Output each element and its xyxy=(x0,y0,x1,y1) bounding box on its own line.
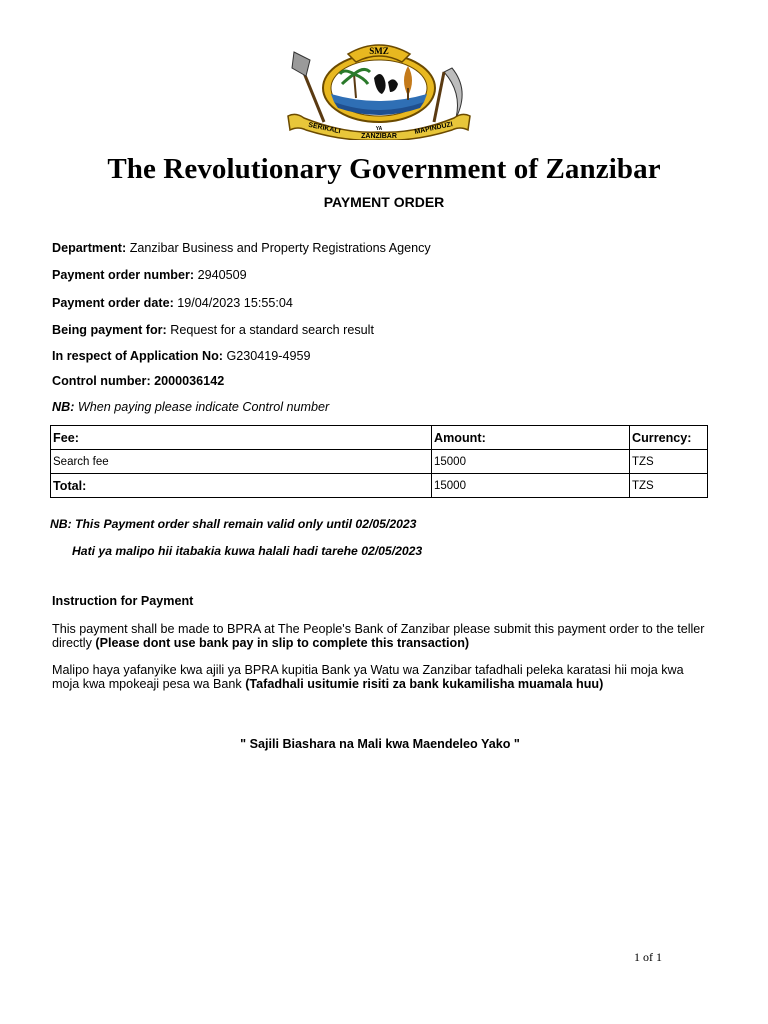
validity-note-swahili: Hati ya malipo hii itabakia kuwa halali hadi tarehe 02/05/2023 xyxy=(72,544,423,558)
fee-table-header xyxy=(51,426,708,450)
fee-name-cell: Search fee xyxy=(51,450,432,474)
emblem-ribbon-left: SERIKALI xyxy=(307,121,342,136)
document-subtitle: PAYMENT ORDER xyxy=(323,194,445,210)
page-number: 1 of 1 xyxy=(634,950,662,964)
amount-header: Amount: xyxy=(432,426,630,450)
order-date-row xyxy=(52,296,293,310)
validity-note-english: NB: This Payment order shall remain valid only until 02/05/2023 xyxy=(50,517,417,531)
emblem-top-text: SMZ xyxy=(369,46,389,56)
slogan: " Sajili Biashara na Mali kwa Maendeleo Yako " xyxy=(240,737,520,751)
currency-header: Currency: xyxy=(630,426,708,450)
total-row xyxy=(51,474,708,498)
control-number-note xyxy=(52,400,329,414)
instruction-swahili xyxy=(52,663,712,691)
instruction-swahili-text: Malipo haya yafanyike kwa ajili ya BPRA kupitia Bank ya Watu wa Zanzibar tafadhali peleka karatasi hii moja kwa moja kwa mpokeaji pesa wa Bank xyxy=(52,663,684,691)
control-number-label: Control number: xyxy=(52,374,151,388)
order-number-row xyxy=(52,268,247,282)
instruction-heading: Instruction for Payment xyxy=(52,594,194,608)
department-row xyxy=(52,241,431,255)
table-row xyxy=(51,450,708,474)
fee-table xyxy=(50,425,708,498)
order-date-value: 19/04/2023 15:55:04 xyxy=(177,296,293,310)
emblem-ribbon-center-top: YA xyxy=(375,126,383,132)
instruction-english-text: This payment shall be made to BPRA at The People's Bank of Zanzibar please submit this payment order to the teller directly xyxy=(52,622,705,650)
total-currency-cell: TZS xyxy=(630,474,708,498)
zanzibar-coat-of-arms-emblem xyxy=(284,38,474,140)
department-value: Zanzibar Business and Property Registrations Agency xyxy=(129,241,431,255)
emblem-ribbon-center: ZANZIBAR xyxy=(361,133,397,140)
total-amount-cell: 15000 xyxy=(432,474,630,498)
application-label: In respect of Application No: xyxy=(52,349,223,363)
total-label-cell: Total: xyxy=(51,474,432,498)
department-label: Department: xyxy=(52,241,127,255)
fee-header: Fee: xyxy=(51,426,432,450)
currency-cell: TZS xyxy=(630,450,708,474)
instruction-english-bold: (Please dont use bank pay in slip to complete this transaction) xyxy=(95,636,470,650)
payment-for-label: Being payment for: xyxy=(52,323,167,337)
payment-for-row xyxy=(52,323,374,337)
instruction-english xyxy=(52,622,712,650)
payment-for-value: Request for a standard search result xyxy=(170,323,374,337)
application-row xyxy=(52,349,311,363)
instruction-swahili-bold: (Tafadhali usitumie risiti za bank kukamilisha muamala huu) xyxy=(245,677,604,691)
control-number-value: 2000036142 xyxy=(154,374,225,388)
control-number-row xyxy=(52,374,224,388)
application-value: G230419-4959 xyxy=(226,349,311,363)
order-date-label: Payment order date: xyxy=(52,296,174,310)
emblem-ribbon-right: MAPINDUZI xyxy=(413,121,454,136)
nb-label: NB: xyxy=(52,400,75,414)
amount-cell: 15000 xyxy=(432,450,630,474)
order-number-value: 2940509 xyxy=(197,268,247,282)
page-title: The Revolutionary Government of Zanzibar xyxy=(107,153,661,185)
nb-text: When paying please indicate Control number xyxy=(77,400,330,414)
order-number-label: Payment order number: xyxy=(52,268,195,282)
